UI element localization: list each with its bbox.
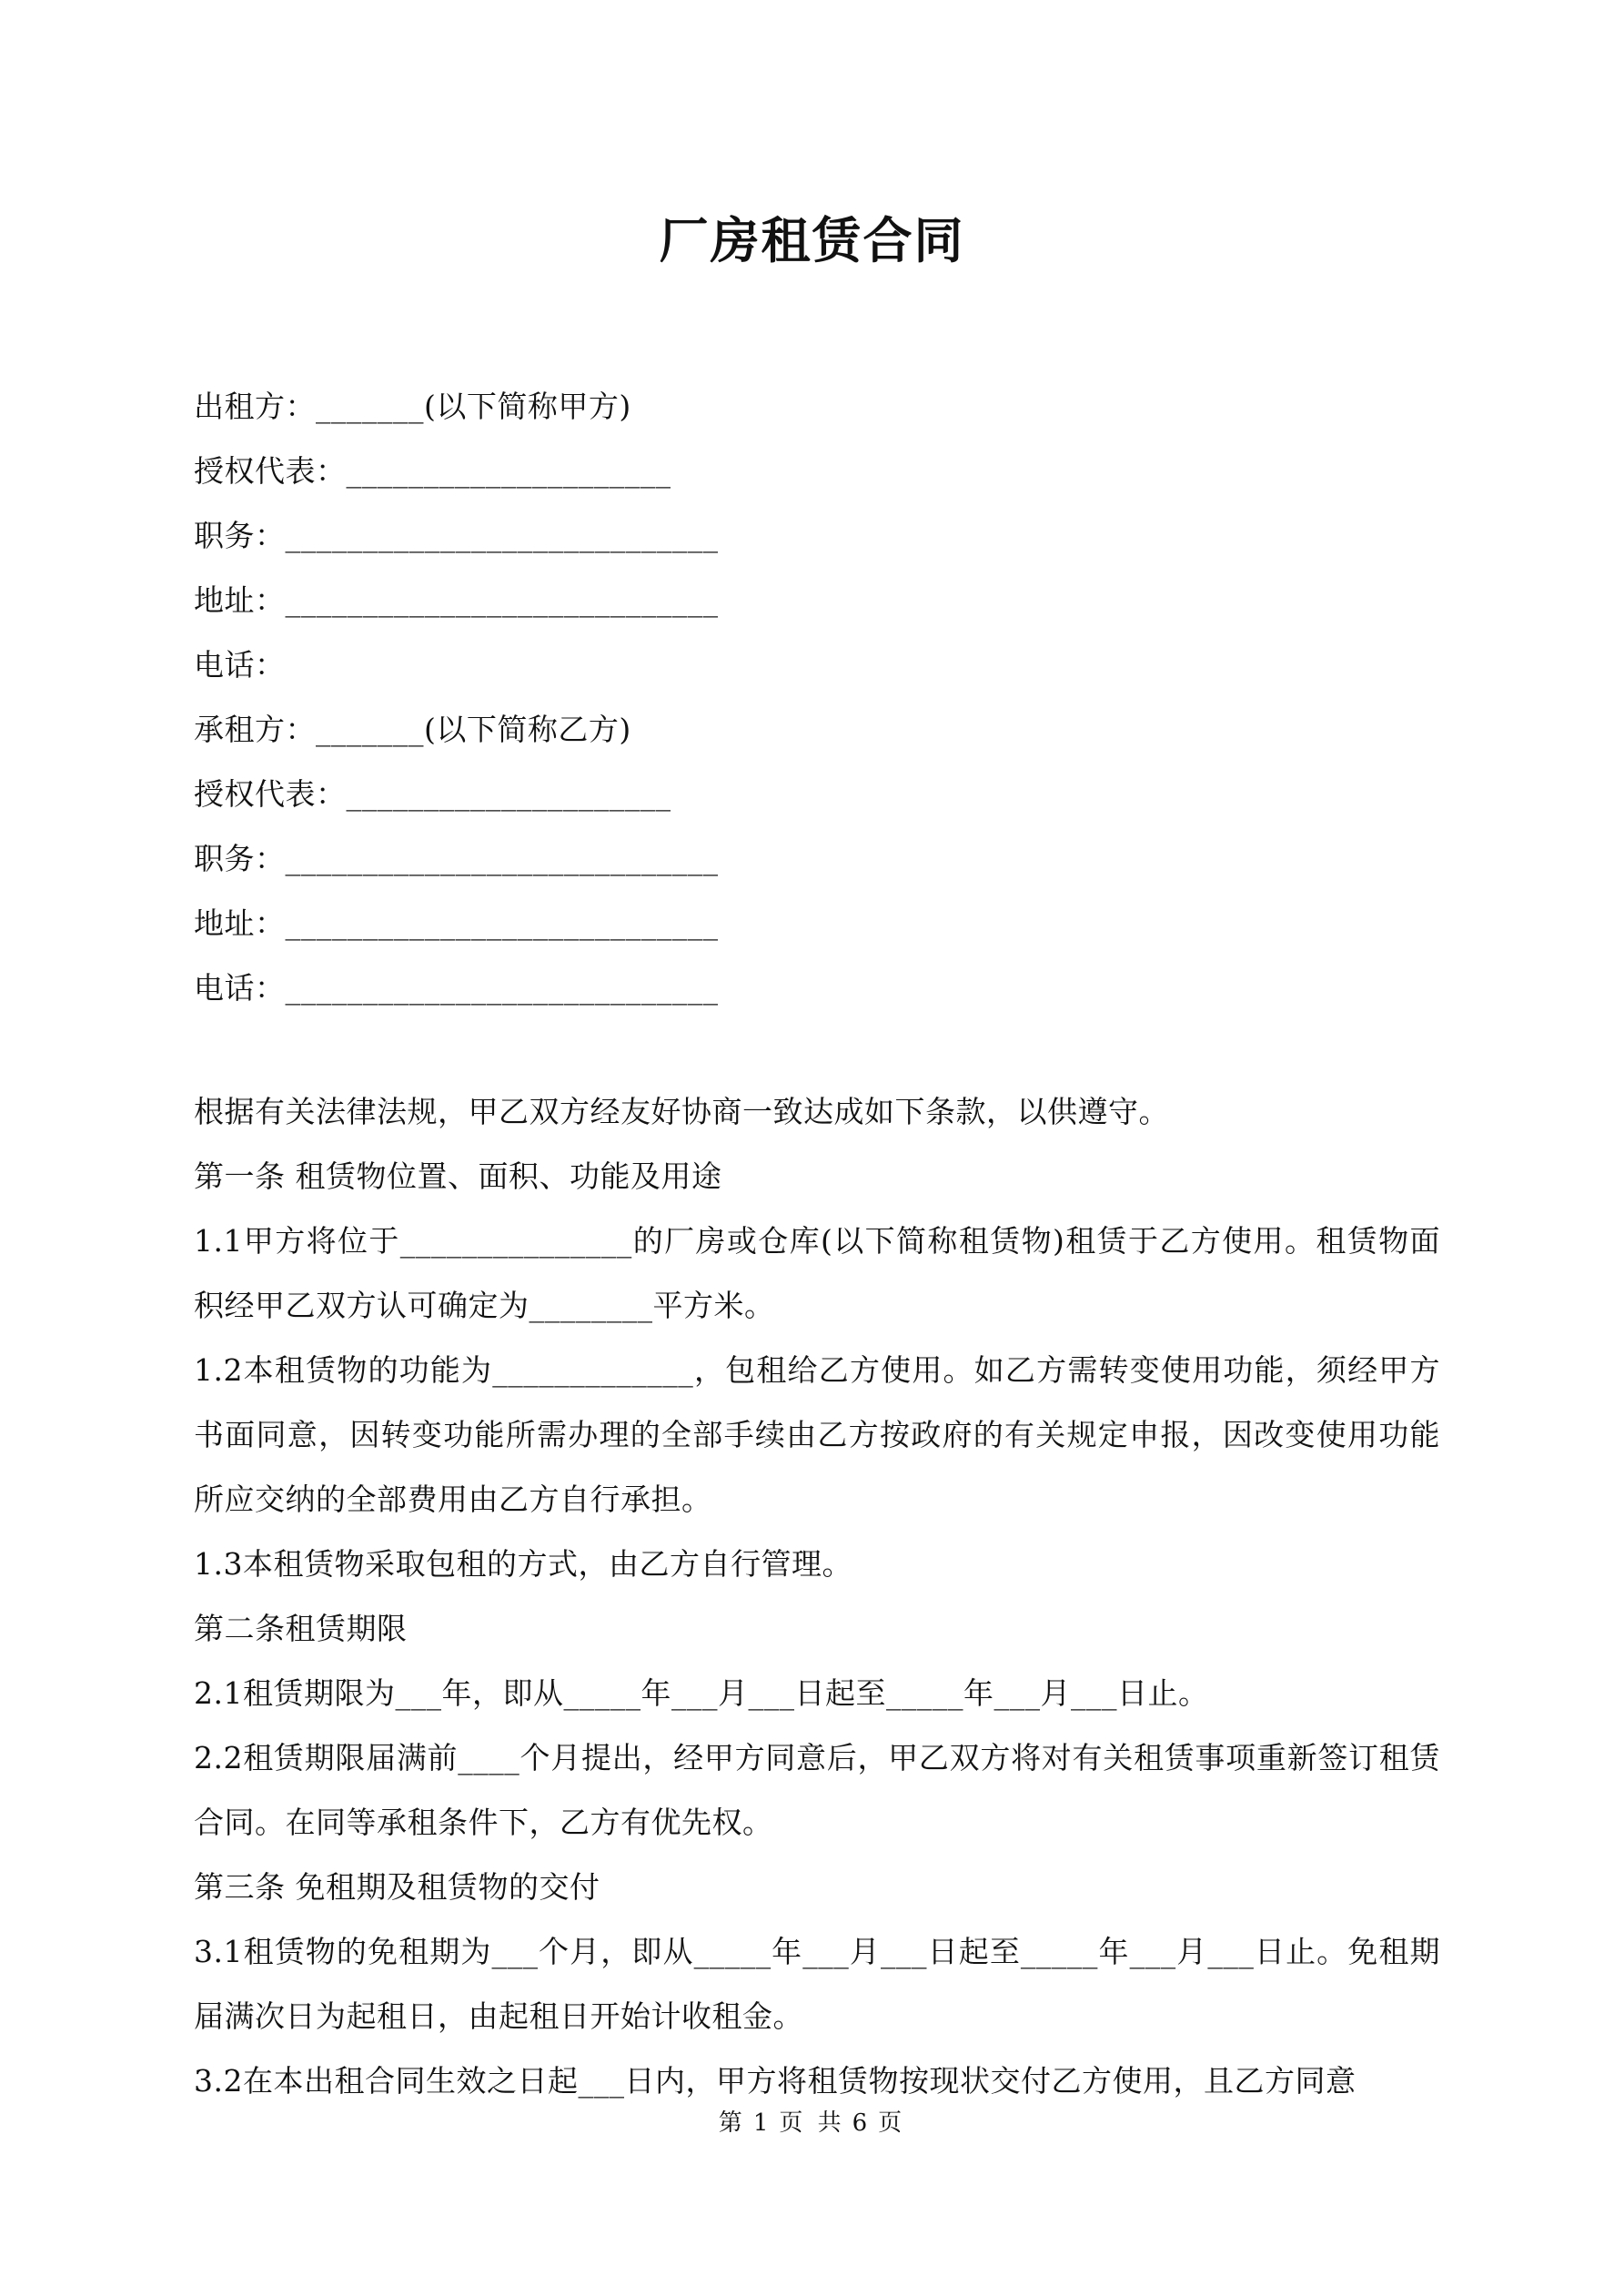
lessor-phone-line: 电话：: [194, 647, 286, 683]
clause-2-1: 2.1租赁期限为___年，即从_____年___月___日起至_____年___月___日止。: [194, 1675, 1209, 1711]
clause-3-1: 3.1租赁物的免租期为___个月，即从_____年___月___日起至_____年___月___日止。免租期届满次日为起租日，由起租日开始计收租金。: [194, 1934, 1440, 2034]
lessee-address-line: 地址：____________________________: [194, 905, 719, 941]
footer-page-number: 1: [752, 2109, 772, 2137]
contract-body: [194, 1079, 1440, 2113]
footer-prefix: 第: [718, 2109, 746, 2137]
article-3-heading: 第三条 免租期及租赁物的交付: [194, 1869, 600, 1905]
document-title: 厂房租赁合同: [659, 211, 965, 269]
clause-1-1: 1.1甲方将位于_______________的厂房或仓库(以下简称租赁物)租赁于乙方使用。租赁物面积经甲乙双方认可确定为________平方米。: [194, 1223, 1440, 1323]
clause-2-2: 2.2租赁期限届满前____个月提出，经甲方同意后，甲乙双方将对有关租赁事项重新签订租赁合同。在同等承租条件下，乙方有优先权。: [194, 1740, 1440, 1840]
article-2-heading: 第二条租赁期限: [194, 1611, 408, 1646]
clause-1-2: 1.2本租赁物的功能为_____________，包租给乙方使用。如乙方需转变使用功能，须经甲方书面同意，因转变功能所需办理的全部手续由乙方按政府的有关规定申报，因改变使用功能所应交纳的全部费用由乙方自行承担。: [194, 1352, 1440, 1517]
lessee-phone-line: 电话：____________________________: [194, 970, 719, 1006]
preamble: 根据有关法律法规，甲乙双方经友好协商一致达成如下条款，以供遵守。: [194, 1094, 1169, 1129]
article-1-heading: 第一条 租赁物位置、面积、功能及用途: [194, 1158, 722, 1194]
party-info: [194, 374, 1440, 1020]
lessee-position-line: 职务：____________________________: [194, 841, 719, 876]
lessor-line: 出租方：_______(以下简称甲方): [194, 389, 631, 424]
page-footer: [0, 2104, 1624, 2138]
footer-middle: 页 共: [779, 2109, 845, 2137]
clause-3-2: 3.2在本出租合同生效之日起___日内，甲方将租赁物按现状交付乙方使用，且乙方同意: [194, 2063, 1357, 2099]
clause-1-3: 1.3本租赁物采取包租的方式，由乙方自行管理。: [194, 1546, 852, 1582]
footer-suffix: 页: [878, 2109, 906, 2137]
lessor-address-line: 地址：____________________________: [194, 582, 719, 618]
footer-total-pages: 6: [852, 2109, 872, 2137]
lessee-representative-line: 授权代表：_____________________: [194, 776, 671, 812]
lessor-position-line: 职务：____________________________: [194, 518, 719, 553]
lessor-representative-line: 授权代表：_____________________: [194, 453, 671, 489]
lessee-line: 承租方：_______(以下简称乙方): [194, 712, 631, 747]
